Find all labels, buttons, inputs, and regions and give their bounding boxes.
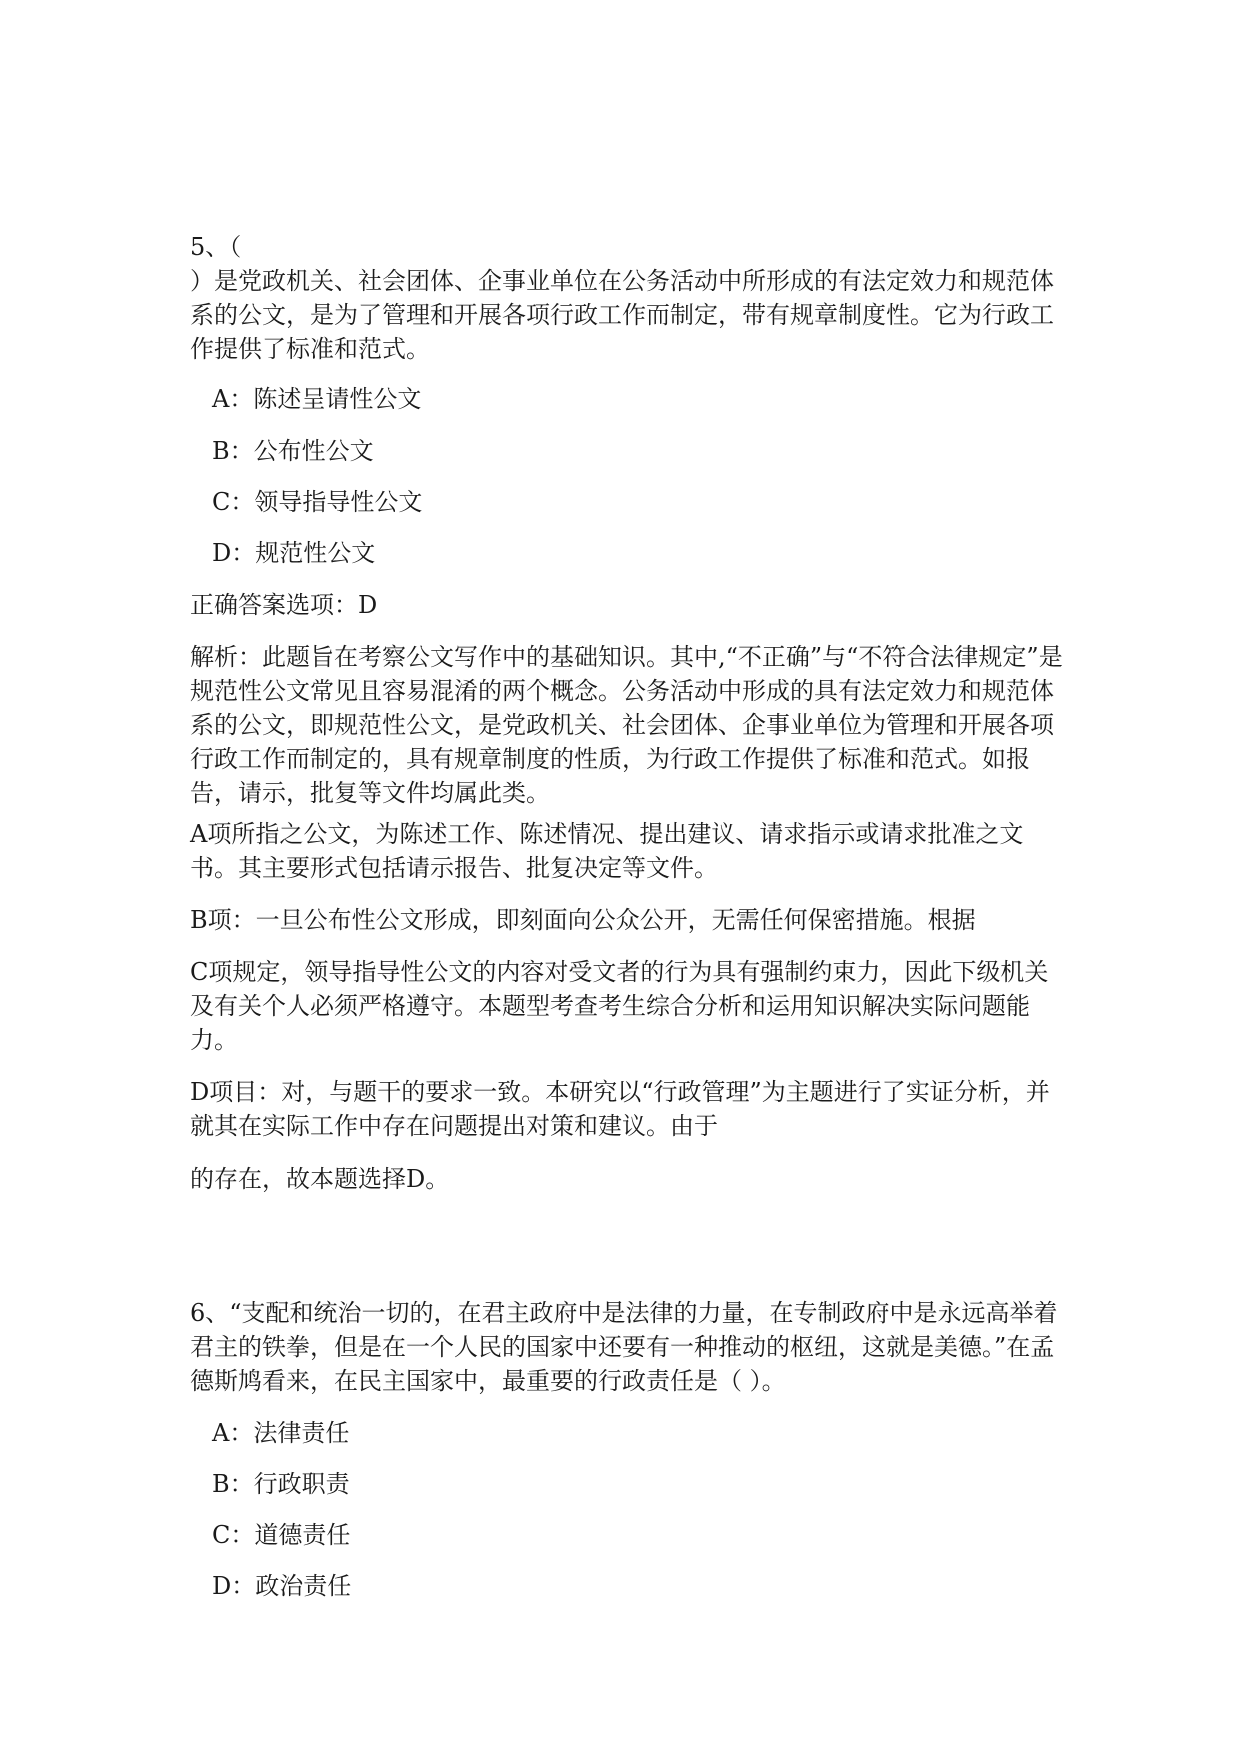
question-5-answer: 正确答案选项：D — [190, 591, 378, 619]
question-5-analysis-intro: 解析：此题旨在考察公文写作中的基础知识。其中,“不正确”与“不符合法律规定”是规范性公文常见且容易混淆的两个概念。公务活动中形成的具有法定效力和规范体系的公文，即规范性公文，是党政机关、社会团体、企事业单位为管理和开展各项行政工作而制定的，具有规章制度的性质，为行政工作提供了标准和范式。如报告，请示，批复等文件均属此类。 — [190, 643, 1063, 807]
question-5-analysis-conclusion: 的存在，故本题选择D。 — [190, 1165, 450, 1193]
question-5-analysis-c: C项规定，领导指导性公文的内容对受文者的行为具有强制约束力，因此下级机关及有关个人必须严格遵守。本题型考查考生综合分析和运用知识解决实际问题能力。 — [190, 958, 1049, 1054]
question-5-stem — [190, 230, 1070, 366]
question-5-option-b[interactable]: B：公布性公文 — [212, 437, 374, 465]
question-5-number: 5、（ — [190, 233, 242, 261]
question-5-analysis-d: D项目：对，与题干的要求一致。本研究以“行政管理”为主题进行了实证分析，并就其在实际工作中存在问题提出对策和建议。由于 — [190, 1078, 1050, 1140]
question-5-analysis-a: A项所指之公文，为陈述工作、陈述情况、提出建议、请求指示或请求批准之文书。其主要形式包括请示报告、批复决定等文件。 — [190, 820, 1024, 882]
question-5-option-d[interactable]: D：规范性公文 — [212, 539, 376, 567]
question-6-option-a[interactable]: A：法律责任 — [212, 1419, 350, 1447]
question-6-option-b[interactable]: B：行政职责 — [212, 1470, 350, 1498]
question-5-text: ）是党政机关、社会团体、企事业单位在公务活动中所形成的有法定效力和规范体系的公文，是为了管理和开展各项行政工作而制定，带有规章制度性。它为行政工作提供了标准和范式。 — [190, 267, 1054, 363]
question-5-option-c[interactable]: C：领导指导性公文 — [212, 488, 423, 516]
question-6-option-c[interactable]: C：道德责任 — [212, 1521, 351, 1549]
question-6-option-d[interactable]: D：政治责任 — [212, 1572, 352, 1600]
question-5-analysis-b: B项：一旦公布性公文形成，即刻面向公众公开，无需任何保密措施。根据 — [190, 906, 976, 934]
question-5-option-a[interactable]: A：陈述呈请性公文 — [212, 385, 422, 413]
question-6-stem: 6、“支配和统治一切的，在君主政府中是法律的力量，在专制政府中是永远高举着君主的铁拳，但是在一个人民的国家中还要有一种推动的枢纽，这就是美德。”在孟德斯鸠看来，在民主国家中，最重要的行政责任是（ ）。 — [190, 1299, 1058, 1395]
